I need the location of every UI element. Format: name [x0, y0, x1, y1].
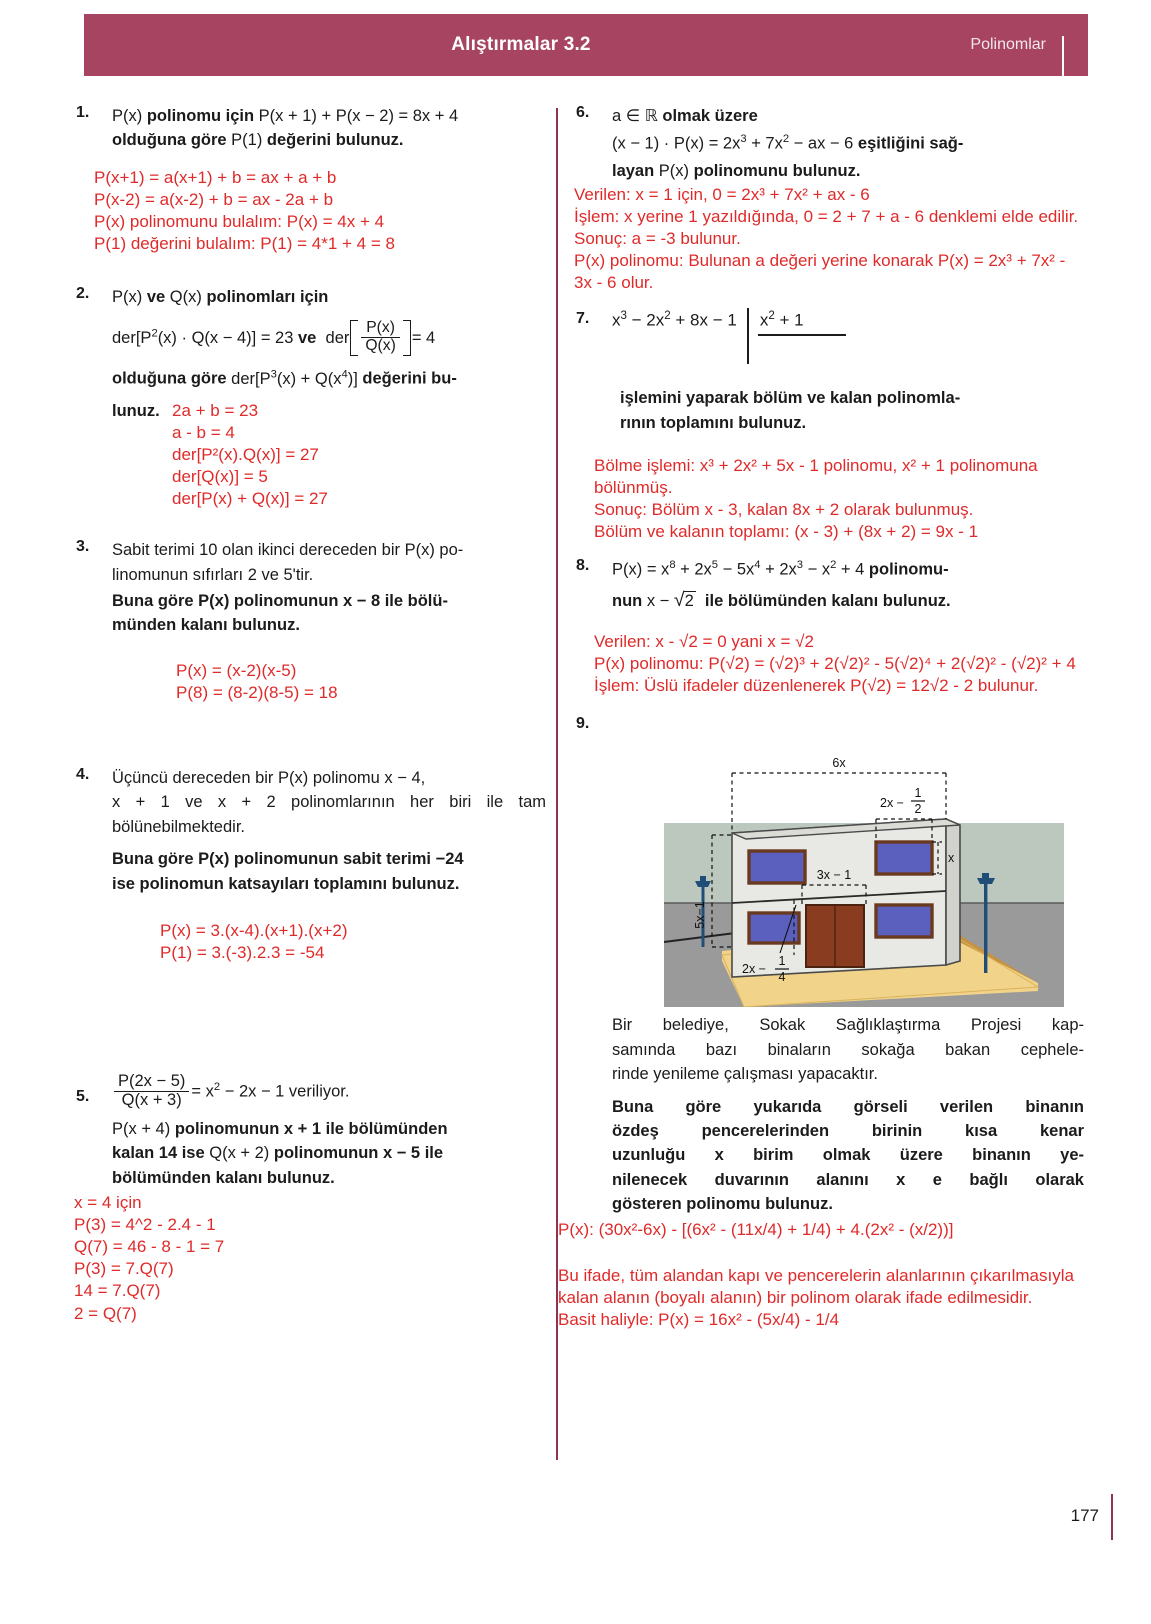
unit-label: Polinomlar: [970, 36, 1046, 53]
svg-text:2x −: 2x −: [880, 796, 904, 811]
question-2-statement: P(x) ve Q(x) polinomları için $der[P^2(x) \cdot Q(x - 4)] = 23$ ve der $\frac{P(x)}{Q(x)}$ = 4 olduğuna göre $der[P^3(x) + Q(x^4)]$ değerini bu- lunuz.: [112, 288, 457, 421]
building-figure: [594, 715, 1064, 1007]
window-upper-right: [876, 842, 932, 874]
left-column: [76, 104, 546, 1331]
label-total-width: 6x: [832, 756, 846, 771]
question-2: [76, 285, 546, 510]
question-7-number: 7.: [576, 310, 590, 328]
page-number-rule: [1111, 1494, 1113, 1540]
question-8-number: 8.: [576, 557, 590, 575]
page-number: 177: [1070, 1506, 1099, 1525]
division-row: [612, 308, 846, 364]
question-3-solution: P(x) = (x-2)(x-5) P(8) = (8-2)(8-5) = 18: [176, 660, 338, 702]
question-2-solution: 2a + b = 23 a - b = 4 der[P²(x).Q(x)] = 27 der[Q(x)] = 5 der[P(x) + Q(x)] = 27: [172, 400, 328, 509]
question-7-statement: işlemini yaparak bölüm ve kalan polinomla- rının toplamını bulunuz.: [620, 389, 961, 432]
question-1: [76, 104, 546, 255]
label-door-width: 3x − 1: [816, 868, 852, 883]
question-4: [76, 766, 546, 964]
question-9: [558, 715, 1084, 1331]
building-side-wall: [946, 819, 960, 965]
label-window-width: [880, 786, 925, 816]
question-8: [576, 557, 1084, 697]
column-divider: [556, 108, 558, 1460]
question-9-statement: Bir belediye, Sokak Sağlıklaştırma Projesi kap- samında bazı binaların sokağa bakan cephele- rinde yenileme çalışması yapacaktır. Buna göre yukarıda görseli verilen binanın özdeş pencerelerinden birinin kısa kenar uzunluğu x birim olmak üzere binanın ye- nilenecek duvarının alanını x e bağlı olarak gösteren polinomu bulunuz.: [612, 1016, 1084, 1214]
question-7-long-division: [612, 308, 846, 364]
question-9-number: 9.: [576, 715, 590, 733]
svg-text:2: 2: [914, 802, 922, 817]
question-7: [576, 306, 1084, 543]
question-5: [76, 1074, 546, 1324]
page-header-inner: [84, 14, 1088, 76]
question-6-statement: a ∈ ℝ olmak üzere $(x - 1) \cdot P(x) = 2x^3 + 7x^2$ − ax − 6 eşitliğini sağ- layan P(x) polinomunu bulunuz.: [612, 107, 964, 181]
question-8-solution: Verilen: x - √2 = 0 yani x = √2 P(x) polinomu: P(√2) = (√2)³ + 2(√2)² - 5(√2)⁴ + 2(√2)² - (√2)² + 4 İşlem: Üslü ifadeler düzenlenerek P(√2) = 12√2 - 2 bulunur.: [594, 632, 1076, 696]
svg-text:2x −: 2x −: [742, 962, 766, 977]
question-1-solution: P(x+1) = a(x+1) + b = ax + a + b P(x-2) = a(x-2) + b = ax - 2a + b P(x) polinomunu bulalım: P(x) = 4x + 4 P(1) değerini bulalım: P(1) = 4*1 + 4 = 8: [94, 167, 395, 254]
question-9-solution-formula: P(x): (30x²-6x) - [(6x² - (11x/4) + 1/4) + 4.(2x² - (x/2))]: [558, 1219, 954, 1239]
division-dividend: $x^3 - 2x^2 + 8x - 1$: [612, 310, 737, 330]
question-4-number: 4.: [76, 766, 90, 784]
page-header-band: [84, 14, 1088, 76]
page-title: Alıştırmalar 3.2: [451, 34, 591, 55]
question-4-solution: P(x) = 3.(x-4).(x+1).(x+2) P(1) = 3.(-3).2.3 = -54: [160, 921, 348, 963]
question-3-number: 3.: [76, 538, 90, 556]
window-lower-right: [876, 905, 932, 937]
question-2-number: 2.: [76, 285, 90, 303]
svg-text:1: 1: [914, 786, 922, 801]
question-5-statement: $\frac{P(2x - 5)}{Q(x + 3)}$ = $x^2 - 2x - 1$ veriliyor. P(x + 4) polinomunun x + 1 ile bölümünden kalan 14 ise Q(x + 2) polinomunun x − 5 ile bölümünden kalanı bulunuz.: [112, 1072, 448, 1187]
question-6-solution: Verilen: x = 1 için, 0 = 2x³ + 7x² + ax - 6 İşlem: x yerine 1 yazıldığında, 0 = 2 + 7 + a - 6 denklemi elde edilir. Sonuç: a = -3 bulunur. P(x) polinomu: Bulunan a değeri yerine konarak P(x) = 2x³ + 7x² - 3x - 6 olur.: [574, 184, 1079, 293]
label-window-height: x: [948, 851, 955, 866]
building-illustration-svg: [594, 715, 1064, 1007]
question-6: [576, 104, 1084, 294]
right-column: [558, 104, 1084, 1337]
division-divisor: $x^2 + 1$: [758, 308, 846, 336]
question-8-statement: $P(x) = x^8 + 2x^5 - 5x^4 + 2x^3 - x^2 + 4$ polinomu- nun x − √2 ile bölümünden kalanı bulunuz.: [612, 559, 951, 612]
question-3-statement: Sabit terimi 10 olan ikinci dereceden bir P(x) po- linomunun sıfırları 2 ve 5'tir. Buna göre P(x) polinomunun x − 8 ile bölü- münden kalanı bulunuz.: [112, 541, 464, 635]
question-4-statement: Üçüncü dereceden bir P(x) polinomu x − 4, x + 1 ve x + 2 polinomlarının her biri ile tam bölünebilmektedir. Buna göre P(x) polinomunun sabit terimi −24 ise polinomun katsayıları toplamını bulunuz.: [112, 769, 546, 893]
question-3: [76, 538, 546, 704]
question-5-number: 5.: [76, 1088, 90, 1106]
window-upper-left: [749, 851, 805, 883]
question-1-number: 1.: [76, 104, 90, 121]
header-rule-divider: [1062, 36, 1064, 78]
svg-text:4: 4: [778, 970, 786, 985]
svg-text:1: 1: [778, 954, 786, 969]
label-building-height: 5x−1: [693, 901, 707, 930]
question-5-solution: x = 4 için P(3) = 4^2 - 2.4 - 1 Q(7) = 46 - 8 - 1 = 7 P(3) = 7.Q(7) 14 = 7.Q(7) 2 = Q(7): [74, 1193, 225, 1323]
question-6-number: 6.: [576, 104, 590, 121]
question-1-statement: P(x) polinomu için P(x + 1) + P(x − 2) = 8x + 4 olduğuna göre P(1) değerini bulunuz.: [112, 107, 459, 150]
question-7-solution: Bölme işlemi: x³ + 2x² + 5x - 1 polinomu, x² + 1 polinomuna bölünmüş. Sonuç: Bölüm x - 3, kalan 8x + 2 olarak bulunmuş. Bölüm ve kalanın toplamı: (x - 3) + (8x + 2) = 9x - 1: [594, 456, 1043, 542]
question-9-solution-explanation: Bu ifade, tüm alandan kapı ve pencerelerin alanlarının çıkarılmasıyla kalan alanın (boyalı alanın) bir polinom olarak ifade edilmesidir. Basit haliyle: P(x) = 16x² - (5x/4) - 1/4: [558, 1265, 1079, 1329]
division-right-side: [747, 308, 846, 364]
